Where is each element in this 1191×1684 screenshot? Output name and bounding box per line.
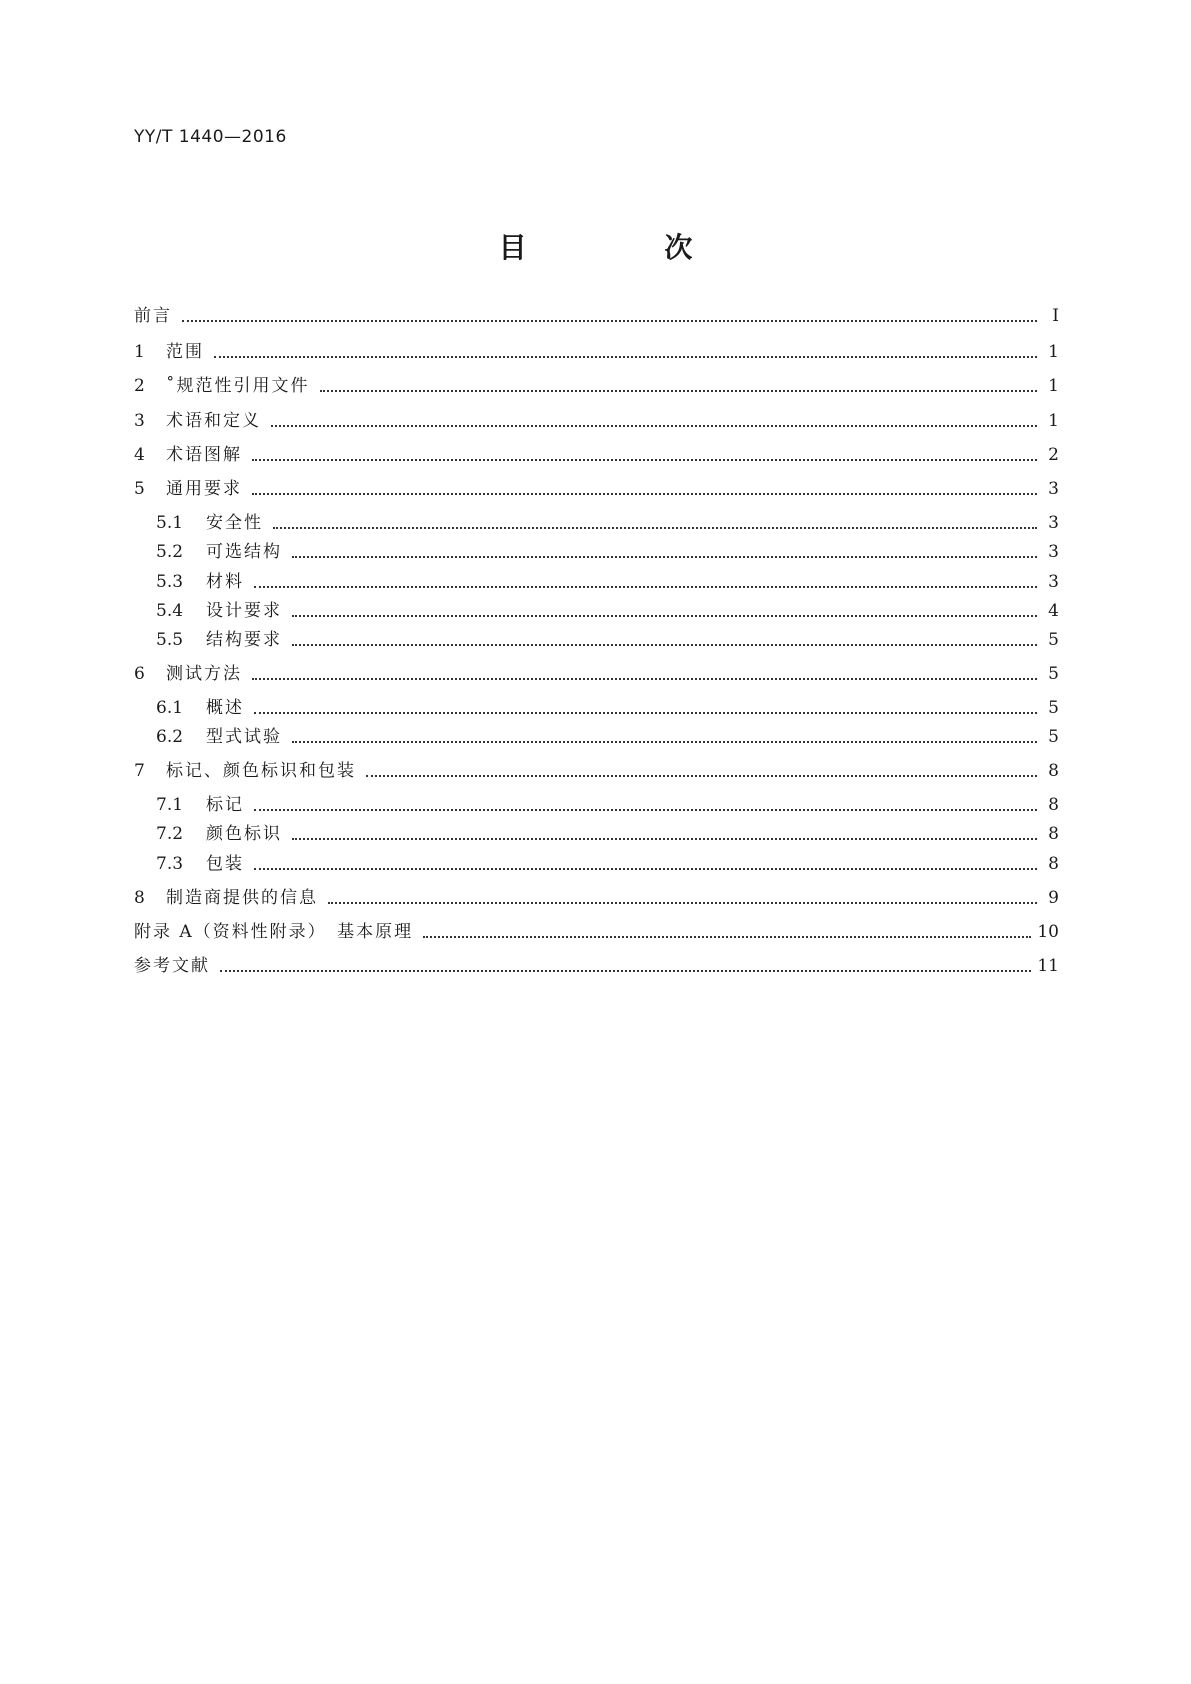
toc-leader-dots xyxy=(292,644,1037,646)
toc-entry-number: 5.1 xyxy=(156,513,184,533)
toc-leader-dots xyxy=(366,775,1037,777)
toc-entry-5-2[interactable] xyxy=(156,540,1059,564)
toc-leader-dots xyxy=(214,356,1037,358)
toc-entry-page: 3 xyxy=(1048,513,1059,533)
toc-leader-dots xyxy=(252,678,1037,680)
toc-entry-number: 3 xyxy=(134,411,145,431)
toc-entry-5-1[interactable] xyxy=(156,511,1059,535)
toc-entry-page: 3 xyxy=(1048,542,1059,562)
toc-entry-label: 范围 xyxy=(166,342,204,362)
toc-entry-page: 10 xyxy=(1037,922,1059,942)
toc-entry-page: 9 xyxy=(1048,888,1059,908)
toc-entry-5-4[interactable] xyxy=(156,599,1059,623)
toc-entry-annex-a[interactable] xyxy=(134,920,1059,944)
toc-entry-7-3[interactable] xyxy=(156,852,1059,876)
toc-leader-dots xyxy=(220,970,1031,972)
toc-entry-label: 通用要求 xyxy=(166,479,242,499)
toc-entry-label: 标记 xyxy=(206,795,244,815)
toc-entry-5-5[interactable] xyxy=(156,628,1059,652)
toc-entry-number: 4 xyxy=(134,445,145,465)
toc-entry-label: 材料 xyxy=(206,572,244,592)
toc-entry-page: 11 xyxy=(1037,956,1059,976)
toc-entry-page: 4 xyxy=(1048,601,1059,621)
toc-title: 目 次 xyxy=(498,231,757,264)
toc-entry-label: ˚规范性引用文件 xyxy=(166,376,310,396)
toc-entry-page: Ⅰ xyxy=(1052,306,1059,326)
toc-entry-6[interactable] xyxy=(134,662,1059,686)
toc-entry-label: 标记、颜色标识和包装 xyxy=(166,761,356,781)
toc-entry-number: 5.2 xyxy=(156,542,184,562)
toc-entry-number: 2 xyxy=(134,376,145,396)
toc-leader-dots xyxy=(271,425,1037,427)
toc-entry-label: 参考文献 xyxy=(134,956,210,976)
toc-entry-7-2[interactable] xyxy=(156,822,1059,846)
toc-entry-label: 测试方法 xyxy=(166,664,242,684)
toc-entry-5-3[interactable] xyxy=(156,570,1059,594)
toc-entry-number: 5.4 xyxy=(156,601,184,621)
toc-leader-dots xyxy=(273,527,1037,529)
toc-entry-number: 6.1 xyxy=(156,698,184,718)
toc-entry-3[interactable] xyxy=(134,409,1059,433)
toc-leader-dots xyxy=(292,741,1037,743)
toc-entry-8[interactable] xyxy=(134,886,1059,910)
toc-entry-page: 1 xyxy=(1048,342,1059,362)
toc-leader-dots xyxy=(254,868,1037,870)
toc-entry-label: 概述 xyxy=(206,698,244,718)
toc-entry-number: 5.5 xyxy=(156,630,184,650)
toc-entry-page: 1 xyxy=(1048,376,1059,396)
toc-leader-dots xyxy=(254,712,1037,714)
toc-entry-number: 1 xyxy=(134,342,145,362)
toc-entry-label: 附录 A（资料性附录） 基本原理 xyxy=(134,922,414,942)
toc-entry-page: 5 xyxy=(1048,698,1059,718)
toc-entry-page: 5 xyxy=(1048,727,1059,747)
toc-entry-page: 8 xyxy=(1048,795,1059,815)
toc-entry-page: 8 xyxy=(1048,761,1059,781)
toc-entry-number: 5 xyxy=(134,479,145,499)
toc-entry-page: 5 xyxy=(1048,630,1059,650)
toc-entry-label: 制造商提供的信息 xyxy=(166,888,318,908)
toc-entry-5[interactable] xyxy=(134,477,1059,501)
toc-leader-dots xyxy=(328,902,1037,904)
toc-leader-dots xyxy=(292,615,1037,617)
toc-entry-label: 前言 xyxy=(134,306,172,326)
toc-entry-page: 2 xyxy=(1048,445,1059,465)
toc-entry-page: 8 xyxy=(1048,854,1059,874)
toc-entry-label: 术语图解 xyxy=(166,445,242,465)
toc-entry-2[interactable] xyxy=(134,374,1059,398)
toc-leader-dots xyxy=(292,838,1037,840)
toc-entry-label: 结构要求 xyxy=(206,630,282,650)
toc-entry-number: 6 xyxy=(134,664,145,684)
toc-entry-number: 8 xyxy=(134,888,145,908)
toc-entry-1[interactable] xyxy=(134,340,1059,364)
toc-entry-bibliography[interactable] xyxy=(134,954,1059,978)
toc-entry-page: 3 xyxy=(1048,479,1059,499)
toc-leader-dots xyxy=(182,320,1037,322)
toc-entry-label: 可选结构 xyxy=(206,542,282,562)
toc-entry-6-2[interactable] xyxy=(156,725,1059,749)
toc-entry-label: 型式试验 xyxy=(206,727,282,747)
toc-entry-number: 7.2 xyxy=(156,824,184,844)
toc-entry-label: 设计要求 xyxy=(206,601,282,621)
toc-leader-dots xyxy=(252,459,1037,461)
toc-entry-number: 7.3 xyxy=(156,854,184,874)
toc-entry-number: 6.2 xyxy=(156,727,184,747)
toc-entry-4[interactable] xyxy=(134,443,1059,467)
toc-entry-7[interactable] xyxy=(134,759,1059,783)
toc-entry-page: 8 xyxy=(1048,824,1059,844)
toc-leader-dots xyxy=(423,936,1031,938)
toc-entry-7-1[interactable] xyxy=(156,793,1059,817)
toc-entry-number: 5.3 xyxy=(156,572,184,592)
toc-leader-dots xyxy=(254,809,1037,811)
toc-entry-label: 包装 xyxy=(206,854,244,874)
document-code: YY/T 1440—2016 xyxy=(134,127,287,147)
toc-entry-page: 5 xyxy=(1048,664,1059,684)
toc-entry-page: 3 xyxy=(1048,572,1059,592)
toc-leader-dots xyxy=(254,586,1037,588)
toc-entry-label: 术语和定义 xyxy=(166,411,261,431)
toc-leader-dots xyxy=(320,390,1038,392)
toc-entry-number: 7 xyxy=(134,761,145,781)
toc-leader-dots xyxy=(292,556,1037,558)
toc-leader-dots xyxy=(252,493,1037,495)
toc-entry-foreword[interactable] xyxy=(134,304,1059,328)
toc-entry-page: 1 xyxy=(1048,411,1059,431)
toc-entry-label: 安全性 xyxy=(206,513,263,533)
toc-entry-6-1[interactable] xyxy=(156,696,1059,720)
toc-entry-number: 7.1 xyxy=(156,795,184,815)
toc-entry-label: 颜色标识 xyxy=(206,824,282,844)
